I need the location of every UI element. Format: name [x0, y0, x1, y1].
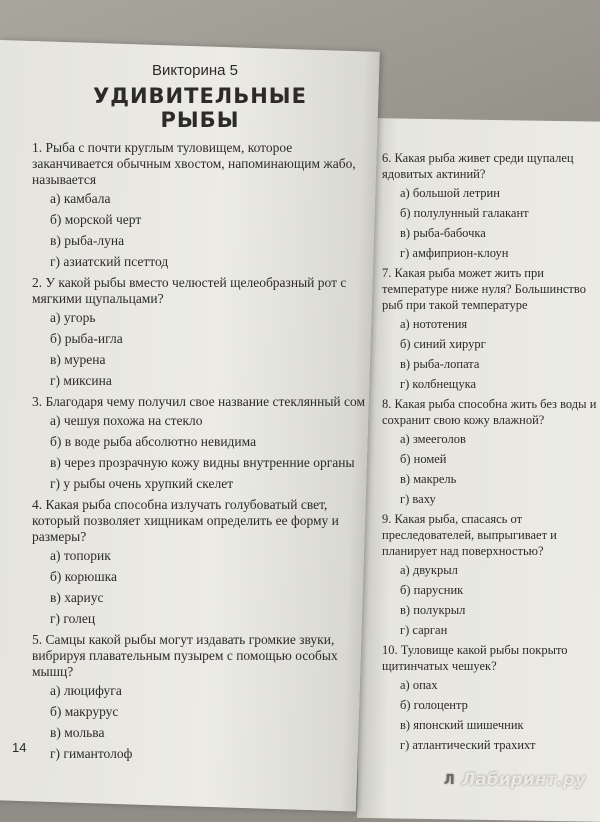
- answer-option: г) атлантический трахихт: [400, 738, 536, 752]
- quiz-number: Викторина 5: [151, 62, 238, 79]
- question-text: 1. Рыба с почти круглым туловищем, которое заканчивается обычным хвостом, напоминающим жабо, называется: [32, 140, 356, 187]
- question-item: [32, 632, 367, 762]
- answer-option: г) гимантолоф: [50, 746, 133, 761]
- page-number: 14: [12, 740, 27, 755]
- quiz-title: УДИВИТЕЛЬНЫЕ РЫБЫ: [93, 84, 307, 132]
- answer-option: в) рыба-лопата: [400, 357, 480, 371]
- answer-option: а) угорь: [50, 310, 96, 325]
- answer-option: в) макрель: [400, 472, 457, 486]
- question-item: [32, 394, 367, 492]
- answer-option: в) мурена: [50, 352, 106, 367]
- answer-option: г) колбнещука: [400, 377, 477, 391]
- question-item: [382, 642, 597, 753]
- answer-option: а) нототения: [400, 317, 468, 331]
- answer-option: б) морской черт: [50, 212, 142, 227]
- question-item: [382, 511, 597, 638]
- answer-option: а) люцифуга: [50, 683, 122, 698]
- question-text: 3. Благодаря чему получил свое название стеклянный сом: [32, 394, 366, 409]
- answer-option: а) двукрыл: [400, 563, 458, 577]
- answer-option: в) через прозрачную кожу видны внутренние органы: [50, 455, 355, 470]
- answer-option: а) змееголов: [400, 432, 466, 446]
- answer-option: а) камбала: [50, 191, 111, 206]
- question-text: 9. Какая рыба, спасаясь от преследователей, выпрыгивает и планирует над поверхностью?: [382, 512, 557, 558]
- question-item: [382, 150, 597, 261]
- question-text: 6. Какая рыба живет среди щупалец ядовитых актиний?: [382, 151, 574, 181]
- question-item: [382, 396, 597, 507]
- answer-option: г) миксина: [50, 373, 112, 388]
- right-questions: [382, 150, 597, 757]
- question-text: 7. Какая рыба может жить при температуре ниже нуля? Большинство рыб при такой температуре: [382, 266, 586, 312]
- answer-option: а) большой летрин: [400, 186, 500, 200]
- left-questions: [32, 140, 367, 767]
- question-text: 2. У какой рыбы вместо челюстей щелеобразный рот с мягкими щупальцами?: [32, 275, 347, 306]
- answer-option: г) амфиприон-клоун: [400, 246, 509, 260]
- answer-option: в) рыба-луна: [50, 233, 125, 248]
- question-item: [32, 140, 367, 270]
- answer-option: б) корюшка: [50, 569, 117, 584]
- answer-option: б) парусник: [400, 583, 464, 597]
- answer-option: в) полукрыл: [400, 603, 466, 617]
- answer-option: б) голоцентр: [400, 698, 468, 712]
- answer-option: б) макрурус: [50, 704, 119, 719]
- question-item: [32, 497, 367, 627]
- question-text: 5. Самцы какой рыбы могут издавать громкие звуки, вибрируя плавательным пузырем с помощью особых мышц?: [32, 632, 338, 679]
- watermark: [440, 770, 586, 790]
- answer-option: а) опах: [400, 678, 438, 692]
- answer-option: б) синий хирург: [400, 337, 486, 351]
- answer-option: г) голец: [50, 611, 96, 626]
- answer-option: в) мольва: [50, 725, 105, 740]
- answer-option: б) номей: [400, 452, 447, 466]
- answer-option: б) в воде рыба абсолютно невидима: [50, 434, 257, 449]
- answer-option: г) сарган: [400, 623, 448, 637]
- answer-option: г) ваху: [400, 492, 436, 506]
- answer-option: в) рыба-бабочка: [400, 226, 486, 240]
- answer-option: б) рыба-игла: [50, 331, 123, 346]
- question-item: [32, 275, 367, 389]
- question-text: 8. Какая рыба способна жить без воды и сохранит свою кожу влажной?: [382, 397, 597, 427]
- answer-option: г) азиатский псеттод: [50, 254, 169, 269]
- answer-option: г) у рыбы очень хрупкий скелет: [50, 476, 234, 491]
- answer-option: а) топорик: [50, 548, 111, 563]
- question-text: 4. Какая рыба способна излучать голубоватый свет, который позволяет хищникам определить ее форму и размеры?: [32, 497, 339, 544]
- watermark-text: Лабиринт.ру: [461, 770, 586, 790]
- answer-option: а) чешуя похожа на стекло: [50, 413, 203, 428]
- answer-option: в) хариус: [50, 590, 104, 605]
- answer-option: в) японский шишечник: [400, 718, 524, 732]
- labirint-logo-icon: Л: [440, 771, 458, 789]
- question-item: [382, 265, 597, 392]
- answer-option: б) полулунный галакант: [400, 206, 529, 220]
- question-text: 10. Туловище какой рыбы покрыто щитинчатых чешуек?: [382, 643, 568, 673]
